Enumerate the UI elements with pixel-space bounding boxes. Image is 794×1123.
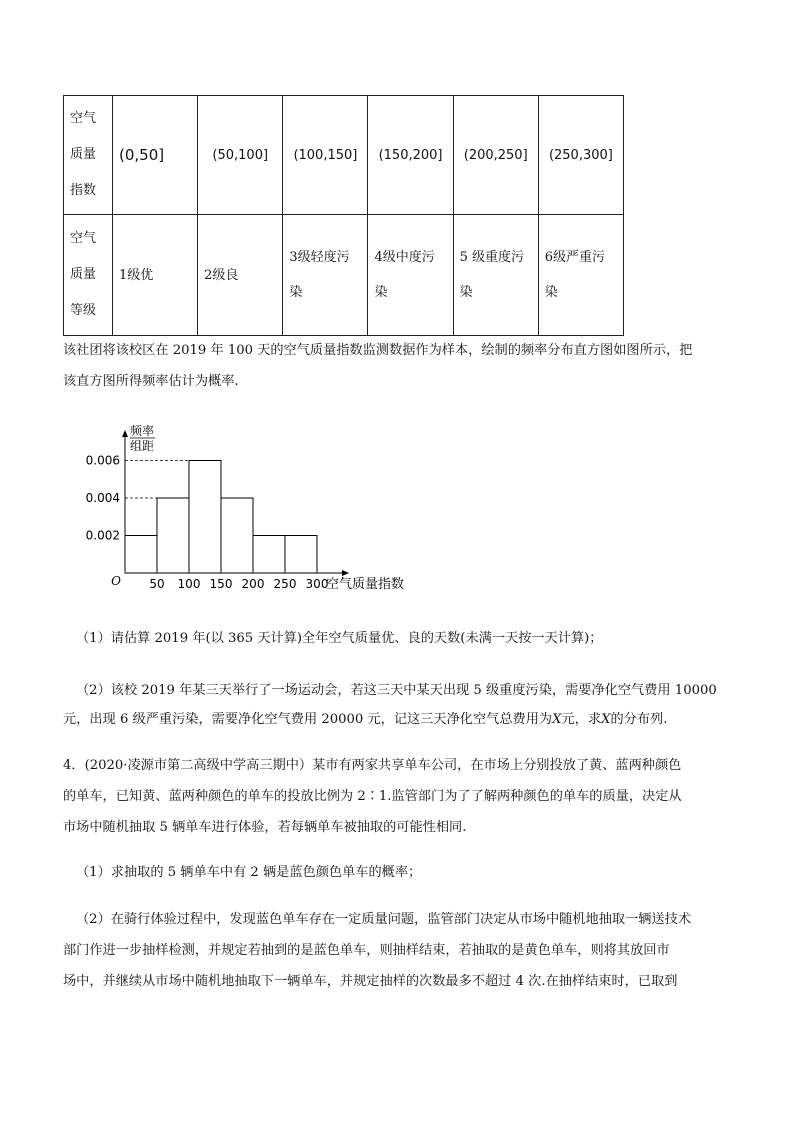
level-cell [198,215,283,336]
histogram-bar [125,536,157,574]
range-cell: (250,300] [538,96,623,215]
label-line: 空气 [70,111,97,126]
problem-4-question-2-line: 部门作进一步抽样检测，并规定若抽到的是蓝色单车，则抽样结束，若抽取的是黄色单车，则将其放回市 [63,943,670,958]
row-label-level [64,215,113,336]
intro-line: 该直方图所得频率估计为概率. [63,374,239,389]
question-2-line1: （2）该校 2019 年某三天举行了一场运动会，若这三天中某天出现 5 级重度污染，需要净化空气费用 10000 [76,683,717,698]
range-cell: (200,250] [453,96,538,215]
range-cell: (0,50] [113,96,198,215]
row-label-index [64,96,113,215]
table-row-level [64,215,624,336]
label-line: 质量 [70,267,97,282]
y-tick-label: 0.004 [85,491,120,505]
y-tick-label: 0.006 [85,453,120,468]
level-cell [113,215,198,336]
problem-4-line: 市场中随机抽取 5 辆单车进行体验，若每辆单车被抽取的可能性相同. [63,820,467,835]
problem-4-line: 4．(2020·凌源市第二高级中学高三期中）某市有两家共享单车公司，在市场上分别投放了黄、蓝两种颜色 [63,758,682,773]
level-text: 染 [459,285,473,300]
problem-4-question-2-line: 场中，并继续从市场中随机地抽取下一辆单车，并规定抽样的次数最多不超过 4 次.在抽样结束时，已取到 [63,974,678,989]
level-text: 1级优 [119,267,154,283]
variable-x: X [601,712,611,727]
frequency-histogram [85,418,420,600]
x-tick-label: 150 [209,577,233,591]
x-tick-label: 300 [305,577,329,591]
level-text: 染 [289,285,303,300]
level-text: 染 [544,285,558,300]
x-tick-label: 100 [177,577,201,591]
level-text: 染 [374,285,388,300]
x-axis-label: 空气质量指数 [326,577,405,592]
y-axis-label-bottom: 组距 [130,439,155,453]
q2-text: 元，出现 6 级严重污染，需要净化空气费用 20000 元，记这三天净化空气总费用为 [63,712,553,727]
y-tick-label: 0.002 [85,528,120,543]
level-cell [538,215,623,336]
aqi-table [63,95,624,336]
range-cell: (100,150] [283,96,368,215]
range-cell: (50,100] [198,96,283,215]
histogram-bar [285,536,317,574]
level-text: 6级严重污 [544,250,606,265]
problem-4-line: 的单车，已知黄、蓝两种颜色的单车的投放比例为 2∶1.监管部门为了了解两种颜色的单车的质量，决定从 [63,789,682,804]
x-tick-label: 200 [241,577,265,591]
histogram-bar [157,498,189,573]
problem-4-question-1: （1）求抽取的 5 辆单车中有 2 辆是蓝色颜色单车的概率； [76,865,422,880]
level-cell [283,215,368,336]
x-tick-label: 50 [149,577,165,591]
intro-line: 该社团将该校区在 2019 年 100 天的空气质量指数监测数据作为样本，绘制的频率分布直方图如图所示，把 [63,343,693,358]
label-line: 质量 [70,147,97,162]
origin-label: O [111,574,121,588]
x-tick-label: 250 [273,577,297,591]
label-line: 指数 [70,183,97,198]
table-row-index [64,96,624,215]
problem-4-question-2-line: （2）在骑行体验过程中，发现蓝色单车存在一定质量问题，监管部门决定从市场中随机地抽取一辆送技术 [76,912,692,927]
variable-x: X [552,712,562,727]
question-1: （1）请估算 2019 年(以 365 天计算)全年空气质量优、良的天数(未满一天按一天计算)； [76,631,603,646]
histogram-bar [189,461,221,574]
question-2-line2 [63,713,723,726]
level-cell [453,215,538,336]
level-text: 4级中度污 [374,250,435,265]
histogram-bar [221,498,253,573]
range-cell: (150,200] [368,96,453,215]
level-text: 3级轻度污 [289,250,350,265]
q2-text: 的分布列. [610,712,668,727]
label-line: 空气 [70,231,97,246]
q2-text: 元，求 [561,712,602,727]
y-axis-label-top: 频率 [130,424,155,438]
histogram-bar [253,536,285,574]
level-cell [368,215,453,336]
y-axis-arrow [122,430,128,437]
level-text: 5 级重度污 [459,250,525,265]
x-axis-arrow [342,570,349,576]
level-text: 2级良 [204,267,239,283]
label-line: 等级 [70,303,97,318]
